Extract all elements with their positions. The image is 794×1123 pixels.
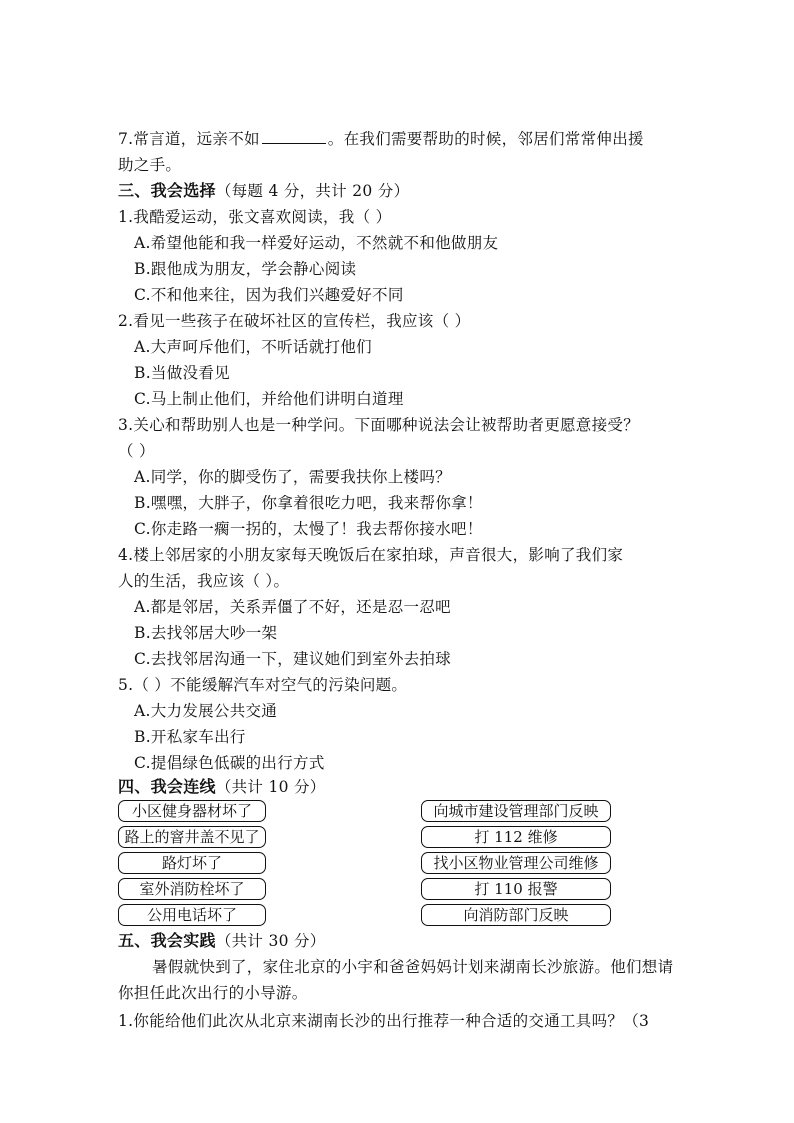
- section4-title: 四、我会连线: [118, 777, 216, 796]
- s3-q3-stem-line-1: 3.关心和帮助别人也是一种学问。下面哪种说法会让被帮助者更愿意接受？: [118, 416, 639, 434]
- match-right-item-1[interactable]: 向城市建设管理部门反映: [421, 800, 611, 822]
- match-left-item-2[interactable]: 路上的窨井盖不见了: [118, 826, 266, 848]
- section5-heading: [118, 930, 326, 952]
- s3-q2-option-b: B.当做没看见: [134, 364, 230, 382]
- match-right-item-2[interactable]: 打 112 维修: [421, 826, 611, 848]
- s3-q1-option-c: C.不和他来往，因为我们兴趣爱好不同: [134, 286, 404, 304]
- match-right-item-4[interactable]: 打 110 报警: [421, 878, 611, 900]
- s3-q5-option-a: A.大力发展公共交通: [134, 702, 278, 720]
- s3-q3-option-c: C.你走路一瘸一拐的，太慢了！我去帮你接水吧！: [134, 520, 483, 538]
- s3-q5-stem: 5.（ ）不能缓解汽车对空气的污染问题。: [118, 676, 408, 694]
- match-right-item-5[interactable]: 向消防部门反映: [421, 904, 611, 926]
- q7-answer-blank[interactable]: [262, 128, 326, 144]
- s3-q4-option-a: A.都是邻居，关系弄僵了不好，还是忍一忍吧: [134, 598, 451, 616]
- match-right-item-3[interactable]: 找小区物业管理公司维修: [421, 852, 611, 874]
- match-left-item-1[interactable]: 小区健身器材坏了: [118, 800, 266, 822]
- s3-q1-option-b: B.跟他成为朋友，学会静心阅读: [134, 260, 357, 278]
- match-left-item-3[interactable]: 路灯坏了: [118, 852, 266, 874]
- s3-q4-option-b: B.去找邻居大吵一架: [134, 624, 278, 642]
- section5-q1: 1.你能给他们此次从北京来湖南长沙的出行推荐一种合适的交通工具吗？（3: [118, 1012, 650, 1030]
- s3-q4-stem-line-2: 人的生活，我应该（ ）。: [118, 572, 290, 590]
- section5-intro-line-1: 暑假就快到了，家住北京的小宇和爸爸妈妈计划来湖南长沙旅游。他们想请: [152, 958, 674, 976]
- s3-q2-option-a: A.大声呵斥他们，不听话就打他们: [134, 338, 372, 356]
- match-left-item-5[interactable]: 公用电话坏了: [118, 904, 266, 926]
- s3-q3-option-b: B.嘿嘿，大胖子，你拿着很吃力吧，我来帮你拿！: [134, 494, 483, 512]
- section5-score-note: （共计 30 分）: [215, 932, 326, 950]
- section5-intro-line-2: 你担任此次出行的小导游。: [118, 984, 308, 1002]
- s3-q2-stem: 2.看见一些孩子在破坏社区的宣传栏，我应该（ ）: [118, 312, 471, 330]
- q7-line-1: [118, 128, 644, 150]
- s3-q1-stem: 1.我酷爱运动，张文喜欢阅读，我（ ）: [118, 208, 392, 226]
- match-left-item-4[interactable]: 室外消防栓坏了: [118, 878, 266, 900]
- s3-q5-option-b: B.开私家车出行: [134, 728, 246, 746]
- q7-line-2: 助之手。: [118, 156, 182, 174]
- section5-title: 五、我会实践: [118, 931, 216, 950]
- section3-title: 三、我会选择: [118, 181, 216, 200]
- s3-q4-stem-line-1: 4.楼上邻居家的小朋友家每天晚饭后在家拍球，声音很大，影响了我们家: [118, 546, 624, 564]
- s3-q3-option-a: A.同学，你的脚受伤了，需要我扶你上楼吗？: [134, 468, 451, 486]
- s3-q1-option-a: A.希望他能和我一样爱好运动，不然就不和他做朋友: [134, 234, 499, 252]
- s3-q5-option-c: C.提倡绿色低碳的出行方式: [134, 754, 325, 772]
- q7-text-before-blank: 7.常言道，远亲不如: [118, 130, 260, 148]
- q7-text-after-blank: 。在我们需要帮助的时候，邻居们常常伸出援: [327, 130, 644, 148]
- s3-q4-option-c: C.去找邻居沟通一下，建议她们到室外去拍球: [134, 650, 452, 668]
- section4-heading: [118, 776, 326, 798]
- s3-q2-option-c: C.马上制止他们，并给他们讲明白道理: [134, 390, 404, 408]
- section3-heading: [118, 180, 409, 202]
- s3-q3-stem-line-2: （ ）: [118, 442, 155, 460]
- section3-score-note: （每题 4 分，共计 20 分）: [215, 182, 410, 200]
- section4-score-note: （共计 10 分）: [215, 778, 326, 796]
